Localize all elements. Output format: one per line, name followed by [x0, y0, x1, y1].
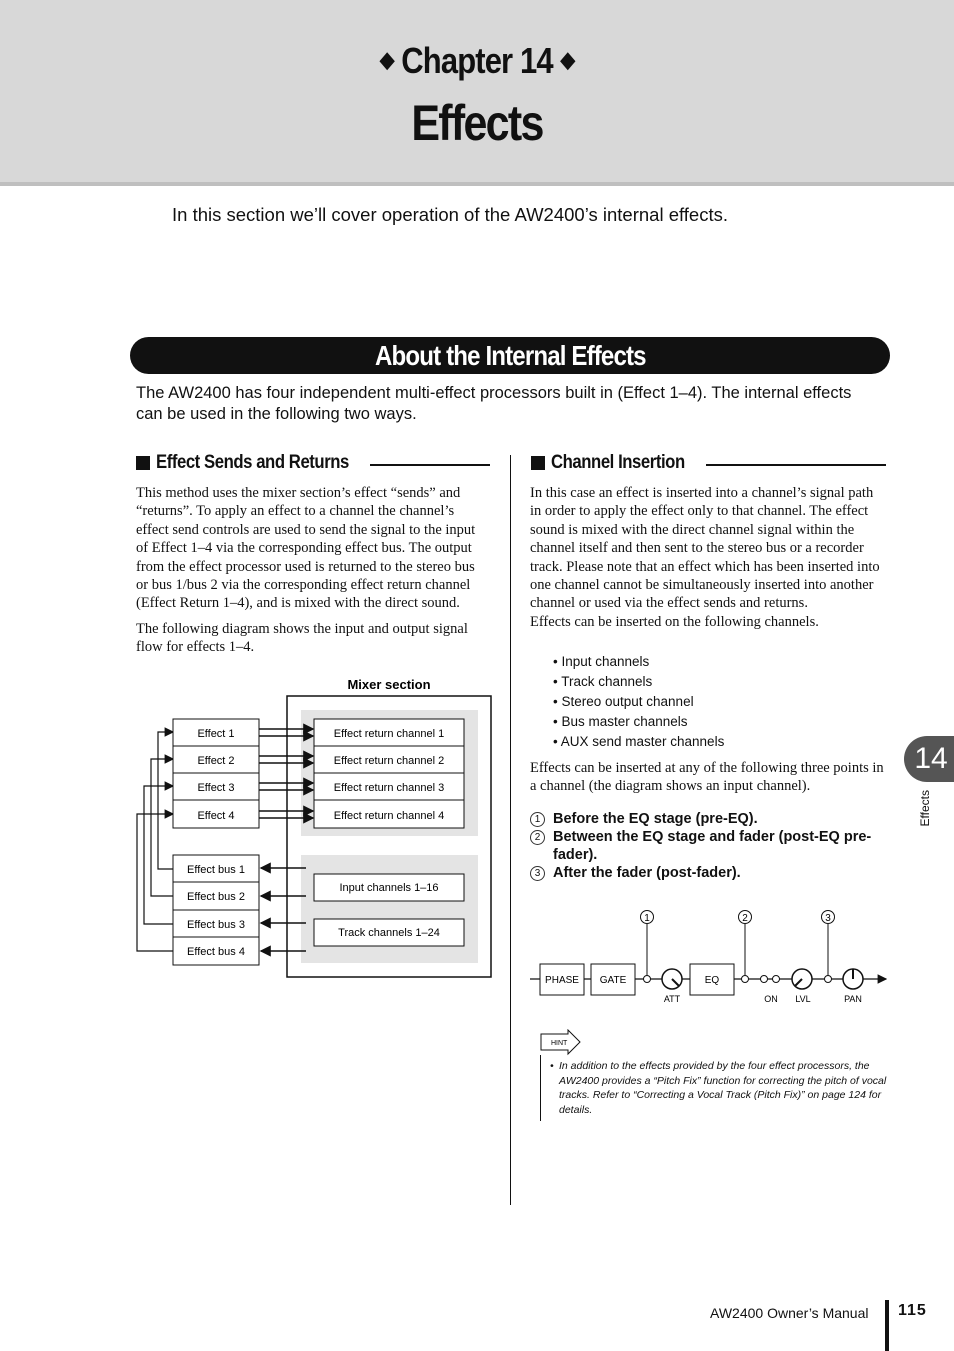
- left-body: This method uses the mixer section’s effect “sends” and “returns”. To apply an effect to a channel the channel’s effect send controls are used to send the signal to the input of Effect 1–4 via the corresponding effect bus. The output from the effect processor used is returned to the stereo bus or bus 1/bus 2 via the corresponding effect return channel (Effect Return 1–4), and is mixed with the direct sound. The following diagram shows the input and output signal flow for effects 1–4.: [136, 485, 476, 656]
- right-body: In this case an effect is inserted into a channel’s signal path in order to apply the effect only to that channel. The effect sound is mixed with the direct channel signal within the channel itself and then sent to the stereo bus or a recorder track. Please note that an effect which has been inserted into one channel cannot be simultaneously inserted into another channel or used via the effect sends and returns. Effects can be inserted on the following channels.: [530, 485, 880, 630]
- bus-label: Effect bus 4: [187, 946, 245, 958]
- left-section-heading: Effect Sends and Returns: [136, 451, 490, 475]
- effect-label: Effect 2: [197, 755, 235, 767]
- heading-rule: [370, 464, 490, 466]
- bullet-icon: •: [550, 1060, 554, 1072]
- bus-label: Effect bus 1: [187, 864, 245, 876]
- bus-label: Effect bus 2: [187, 891, 245, 903]
- circled-number: 2: [530, 830, 545, 845]
- insertion-points: [530, 810, 890, 882]
- list-item: • Stereo output channel: [553, 694, 694, 709]
- input-label: Input channels 1–16: [339, 882, 439, 894]
- chapter-tab-label: Effects: [918, 790, 932, 827]
- list-item: • Bus master channels: [553, 714, 688, 729]
- footer-bar: [885, 1300, 889, 1351]
- chapter-title: Effects: [411, 95, 543, 151]
- svg-text:3: 3: [825, 913, 831, 924]
- inputs-panel: [301, 855, 478, 963]
- bus-to-effect-line-2: [151, 759, 173, 896]
- diamond-icon: ◆: [379, 47, 394, 72]
- mixer-section-label: Mixer section: [347, 677, 431, 692]
- svg-text:2: 2: [742, 913, 748, 924]
- effect-label: Effect 3: [197, 782, 235, 794]
- points-intro: Effects can be inserted at any of the following three points in a channel (the diagram shows an input channel).: [530, 760, 884, 795]
- input-label: Track channels 1–24: [338, 927, 440, 939]
- hint-text: • In addition to the effects provided by the four effect processors, the AW2400 provides a “Pitch Fix” function for correcting the pitch of vocal tracks. Refer to “Correcting a Vocal Track (Pitch Fix)” on page 124 for details.: [550, 1060, 887, 1116]
- circled-number: 3: [530, 866, 545, 881]
- list-item: 3 After the fader (post-fader).: [530, 864, 890, 882]
- list-item: 1 Before the EQ stage (pre-EQ).: [530, 810, 890, 828]
- circled-number: 1: [530, 812, 545, 827]
- att-label: ATT: [663, 994, 681, 1004]
- svg-text:1: 1: [644, 913, 650, 924]
- diamond-icon: ◆: [560, 47, 575, 72]
- svg-text:PHASE: PHASE: [545, 975, 579, 986]
- chapter-header: [0, 0, 954, 186]
- list-item: • Track channels: [553, 674, 653, 689]
- list-item: • AUX send master channels: [553, 734, 725, 749]
- column-divider: [510, 455, 511, 1205]
- effects-signal-diagram: [130, 670, 500, 990]
- channel-list: [553, 652, 724, 752]
- return-label: Effect return channel 1: [333, 728, 445, 740]
- heading-rule: [706, 464, 886, 466]
- return-label: Effect return channel 4: [333, 810, 445, 822]
- bus-to-effect-line-1: [158, 732, 173, 869]
- right-section-heading: Channel Insertion: [531, 451, 886, 475]
- svg-text:EQ: EQ: [704, 975, 720, 986]
- square-bullet-icon: [136, 456, 150, 470]
- section-lead: The AW2400 has four independent multi-effect processors built in (Effect 1–4). The internal effects can be used in the following two ways.: [136, 384, 852, 423]
- return-label: Effect return channel 3: [333, 782, 445, 794]
- list-item: • Input channels: [553, 654, 650, 669]
- chapter-number: ◆ Chapter 14 ◆: [379, 40, 575, 81]
- bus-to-effect-line-4: [137, 814, 173, 951]
- effect-label: Effect 4: [197, 810, 235, 822]
- lvl-label: LVL: [795, 994, 811, 1004]
- hint-arrow-icon: [540, 1029, 582, 1057]
- square-bullet-icon: [531, 456, 545, 470]
- svg-text:HINT: HINT: [551, 1040, 568, 1047]
- bus-label: Effect bus 3: [187, 919, 245, 931]
- list-item: 2 Between the EQ stage and fader (post-EQ pre-fader).: [530, 828, 890, 864]
- effect-label: Effect 1: [197, 728, 235, 740]
- chapter-intro: In this section we’ll cover operation of the AW2400’s internal effects.: [172, 204, 728, 225]
- svg-text:GATE: GATE: [599, 975, 627, 986]
- return-label: Effect return channel 2: [333, 755, 445, 767]
- on-label: ON: [764, 994, 778, 1004]
- hint-rule: [540, 1055, 541, 1121]
- footer-manual-title: AW2400 Owner’s Manual: [710, 1305, 869, 1321]
- section-banner: About the Internal Effects: [130, 337, 890, 374]
- pan-label: PAN: [844, 994, 862, 1004]
- chapter-tab[interactable]: 14: [904, 736, 954, 782]
- page-number: 115: [898, 1302, 927, 1319]
- channel-chain-diagram: [530, 900, 890, 1015]
